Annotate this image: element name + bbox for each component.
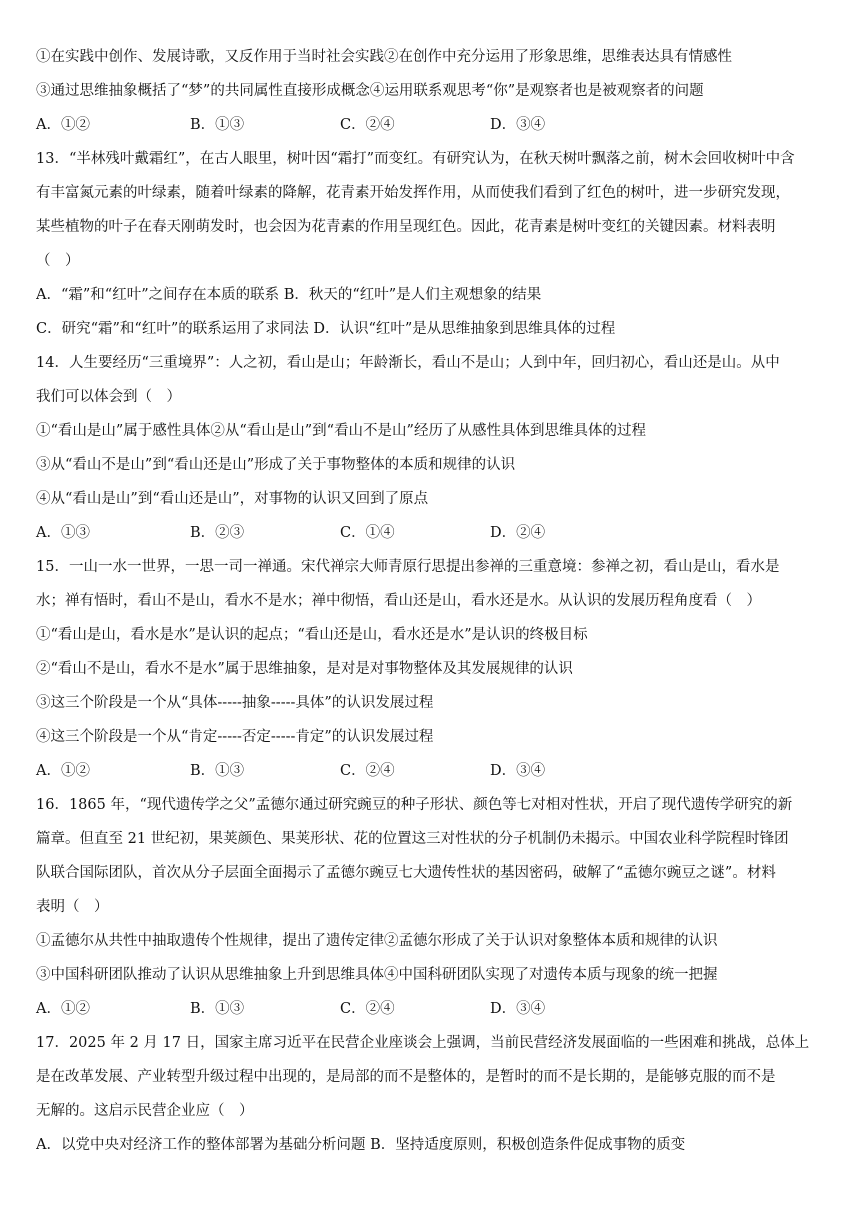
option-d: D．③④: [490, 117, 546, 133]
text-line: 无解的。这启示民营企业应（ ）: [36, 1103, 254, 1119]
question-13: 13．“半林残叶戴霜红”，在古人眼里，树叶因“霜打”而变红。有研究认为，在秋天树叶飘落之前，树木会回收树叶中含: [36, 151, 795, 167]
text-line: 是在改革发展、产业转型升级过程中出现的，是局部的而不是整体的，是暂时的而不是长期的，是能够克服的而不是: [36, 1069, 776, 1085]
text-line: ①孟德尔从共性中抽取遗传个性规律，提出了遗传定律②孟德尔形成了关于认识对象整体本质和规律的认识: [36, 933, 718, 949]
text-line: ③从“看山不是山”到“看山还是山”形成了关于事物整体的本质和规律的认识: [36, 457, 516, 473]
option-c: C．②④: [340, 763, 395, 779]
question-17: 17．2025 年 2 月 17 日，国家主席习近平在民营企业座谈会上强调，当前民营经济发展面临的一些困难和挑战，总体上: [36, 1035, 810, 1051]
option-line: A．“霜”和“红叶”之间存在本质的联系 B．秋天的“红叶”是人们主观想象的结果: [36, 287, 542, 303]
option-a: A．①②: [36, 763, 90, 779]
option-b: B．②③: [190, 525, 245, 541]
text-line: 有丰富氮元素的叶绿素，随着叶绿素的降解，花青素开始发挥作用，从而使我们看到了红色的树叶，进一步研究发现，: [36, 185, 790, 201]
text-line: ①在实践中创作、发展诗歌，又反作用于当时社会实践②在创作中充分运用了形象思维，思维表达具有情感性: [36, 49, 732, 65]
option-line: A．以党中央对经济工作的整体部署为基础分析问题 B．坚持适度原则，积极创造条件促成事物的质变: [36, 1137, 686, 1153]
text-line: ④从“看山是山”到“看山还是山”，对事物的认识又回到了原点: [36, 491, 429, 507]
option-b: B．①③: [190, 1001, 245, 1017]
option-d: D．③④: [490, 763, 546, 779]
option-c: C．①④: [340, 525, 395, 541]
question-15: 15．一山一水一世界，一思一司一禅通。宋代禅宗大师青原行思提出参禅的三重意境：参禅之初，看山是山，看水是: [36, 559, 780, 575]
option-a: A．①②: [36, 117, 90, 133]
text-line: ①“看山是山，看水是水”是认识的起点；“看山还是山，看水还是水”是认识的终极目标: [36, 627, 588, 643]
option-d: D．②④: [490, 525, 546, 541]
text-line: 表明（ ）: [36, 899, 109, 915]
question-16: 16．1865 年，“现代遗传学之父”孟德尔通过研究豌豆的种子形状、颜色等七对相对性状，开启了现代遗传学研究的新: [36, 797, 793, 813]
option-b: B．①③: [190, 117, 245, 133]
option-a: A．①②: [36, 1001, 90, 1017]
text-line: ④这三个阶段是一个从“肯定-----否定-----肯定”的认识发展过程: [36, 729, 434, 745]
text-line: 篇章。但直至 21 世纪初，果荚颜色、果荚形状、花的位置这三对性状的分子机制仍未揭示。中国农业科学院程时锋团: [36, 831, 789, 847]
option-b: B．①③: [190, 763, 245, 779]
text-line: 水；禅有悟时，看山不是山，看水不是水；禅中彻悟，看山还是山，看水还是水。从认识的发展历程角度看（ ）: [36, 593, 761, 609]
option-d: D．③④: [490, 1001, 546, 1017]
text-line: ③中国科研团队推动了认识从思维抽象上升到思维具体④中国科研团队实现了对遗传本质与现象的统一把握: [36, 967, 718, 983]
option-c: C．②④: [340, 1001, 395, 1017]
text-line: 队联合国际团队，首次从分子层面全面揭示了孟德尔豌豆七大遗传性状的基因密码，破解了“孟德尔豌豆之谜”。材料: [36, 865, 776, 881]
text-line: （ ）: [36, 253, 80, 269]
option-c: C．②④: [340, 117, 395, 133]
text-line: ①“看山是山”属于感性具体②从“看山是山”到“看山不是山”经历了从感性具体到思维具体的过程: [36, 423, 646, 439]
option-a: A．①③: [36, 525, 90, 541]
text-line: ③这三个阶段是一个从“具体-----抽象-----具体”的认识发展过程: [36, 695, 434, 711]
text-line: ②“看山不是山，看水不是水”属于思维抽象，是对是对事物整体及其发展规律的认识: [36, 661, 573, 677]
text-line: 某些植物的叶子在春天刚萌发时，也会因为花青素的作用呈现红色。因此，花青素是树叶变红的关键因素。材料表明: [36, 219, 776, 235]
text-line: ③通过思维抽象概括了“梦”的共同属性直接形成概念④运用联系观思考“你”是观察者也是被观察者的问题: [36, 83, 704, 99]
option-line: C．研究“霜”和“红叶”的联系运用了求同法 D．认识“红叶”是从思维抽象到思维具体的过程: [36, 321, 616, 337]
question-14: 14．人生要经历“三重境界”：人之初，看山是山；年龄渐长，看山不是山；人到中年，回归初心，看山还是山。从中: [36, 355, 780, 371]
text-line: 我们可以体会到（ ）: [36, 389, 181, 405]
